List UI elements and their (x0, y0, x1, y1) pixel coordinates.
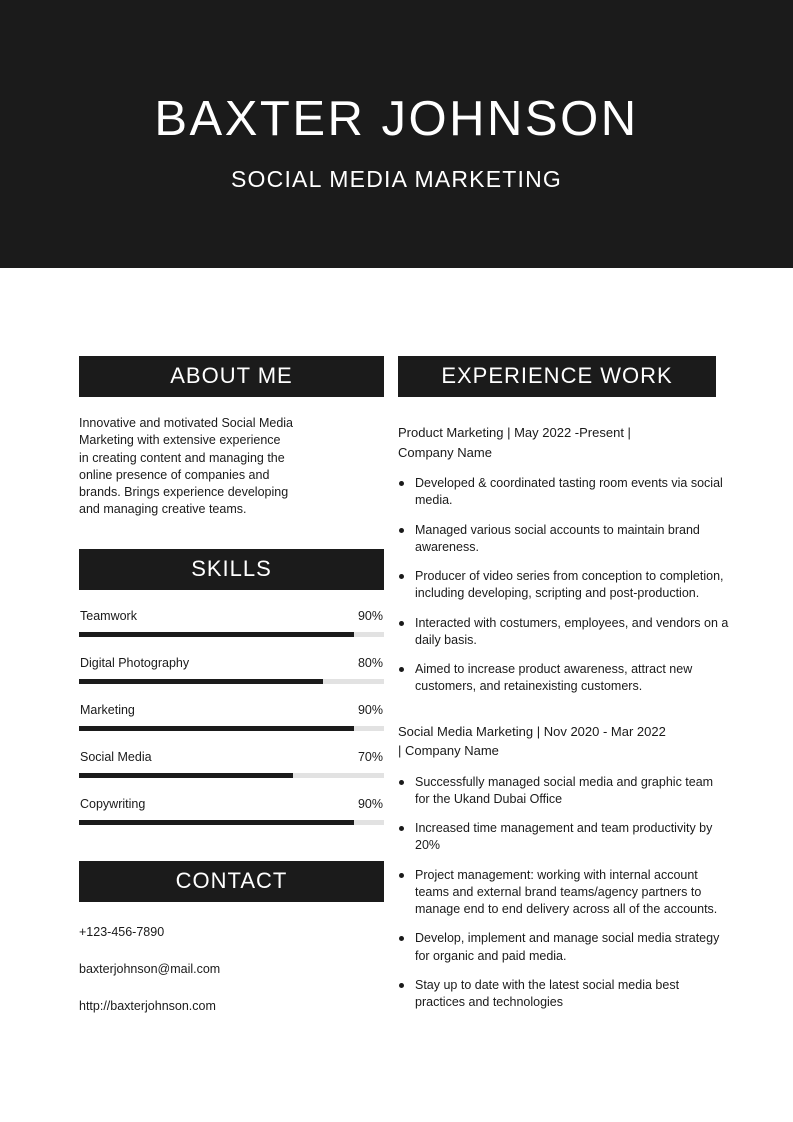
skill-value: 80% (357, 655, 383, 670)
skill-item (79, 797, 384, 825)
skill-label: Teamwork (80, 608, 137, 623)
job-heading: Product Marketing | May 2022 -Present | Company Name (398, 425, 631, 460)
skill-header (79, 703, 384, 717)
job-bullet-list (398, 475, 729, 696)
skill-progress-fill (79, 726, 354, 731)
job-bullet: Developed & coordinated tasting room events via social media. (398, 475, 731, 510)
skills-section (79, 549, 384, 825)
skill-progress-track (79, 820, 384, 825)
skill-progress-fill (79, 679, 323, 684)
candidate-name: BAXTER JOHNSON (154, 91, 639, 146)
contact-section (79, 861, 384, 1013)
skill-progress-track (79, 632, 384, 637)
skill-item (79, 656, 384, 684)
job-bullet: Successfully managed social media and graphic team for the Ukand Dubai Office (398, 774, 731, 809)
skill-progress-track (79, 679, 384, 684)
skill-header (79, 609, 384, 623)
skill-value: 90% (357, 702, 383, 717)
resume-header (0, 0, 793, 268)
skill-label: Copywriting (80, 796, 146, 811)
job-bullet: Stay up to date with the latest social media best practices and technologies (398, 977, 731, 1012)
contact-phone[interactable]: +123-456-7890 (79, 925, 165, 940)
job-bullet-list (398, 774, 718, 1012)
skill-value: 90% (357, 608, 383, 623)
skill-progress-track (79, 726, 384, 731)
contact-website[interactable]: http://baxterjohnson.com (79, 999, 216, 1014)
experience-section-title: EXPERIENCE WORK (398, 356, 716, 397)
job-bullet: Project management: working with internal account teams and external brand teams/agency partners to manage end to end delivery across all of the accounts. (398, 867, 731, 919)
skill-header (79, 656, 384, 670)
job-bullet: Interacted with costumers, employees, and vendors on a daily basis. (398, 615, 731, 650)
job-bullet: Increased time management and team productivity by 20% (398, 820, 731, 855)
job-bullet: Producer of video series from conception to completion, including developing, scripting and post-production. (398, 568, 731, 603)
candidate-role: SOCIAL MEDIA MARKETING (231, 166, 562, 193)
left-column (79, 356, 384, 1023)
job-bullet: Aimed to increase product awareness, attract new customers, and retainexisting customers. (398, 661, 731, 696)
skill-progress-fill (79, 632, 354, 637)
skill-progress-track (79, 773, 384, 778)
skill-progress-fill (79, 773, 293, 778)
skill-value: 90% (357, 796, 383, 811)
experience-title-wrap (398, 356, 716, 397)
skill-label: Social Media (80, 749, 152, 764)
resume-body (0, 268, 793, 1023)
contact-email[interactable]: baxterjohnson@mail.com (79, 962, 221, 977)
skill-item (79, 750, 384, 778)
about-section-title: ABOUT ME (79, 356, 384, 397)
job-bullet: Managed various social accounts to maintain brand awareness. (398, 522, 731, 557)
about-text: Innovative and motivated Social Media Marketing with extensive experience in creating content and managing the online presence of companies and brands. Brings experience developing and managing creative teams. (79, 416, 294, 517)
job-bullet: Develop, implement and manage social media strategy for organic and paid media. (398, 930, 731, 965)
skill-item (79, 609, 384, 637)
skill-header (79, 750, 384, 764)
experience-job (398, 722, 718, 1012)
skill-label: Marketing (80, 702, 135, 717)
experience-job (398, 423, 729, 696)
skill-item (79, 703, 384, 731)
skill-header (79, 797, 384, 811)
skill-value: 70% (357, 749, 383, 764)
skills-section-title: SKILLS (79, 549, 384, 590)
contact-section-title: CONTACT (79, 861, 384, 902)
job-heading: Social Media Marketing | Nov 2020 - Mar 2022 | Company Name (398, 723, 666, 759)
skill-progress-fill (79, 820, 354, 825)
skill-label: Digital Photography (80, 655, 190, 670)
right-column (398, 356, 729, 1023)
